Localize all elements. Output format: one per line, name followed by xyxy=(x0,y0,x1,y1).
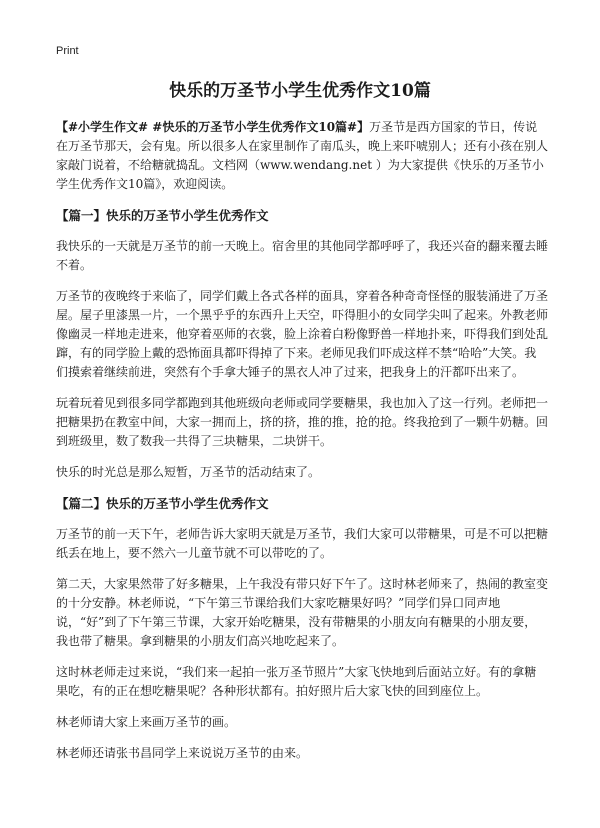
page-title: 快乐的万圣节小学生优秀作文10篇 xyxy=(169,81,431,101)
intro-text: 万圣节是西方国家的节日，传说在万圣节那天，会有鬼。所以很多人在家里制作了南瓜头，晚上来吓唬别人；还有小孩在别人家敲门说着，不给糖就捣乱。文档网（www.wendang.net ）为大家提供《快乐的万圣节小学生优秀作文10篇》，欢迎阅读。 xyxy=(56,120,549,191)
print-link[interactable]: Print xyxy=(56,45,79,57)
intro-paragraph xyxy=(56,118,548,194)
article-body xyxy=(56,118,548,775)
paragraph: 快乐的时光总是那么短暂，万圣节的活动结束了。 xyxy=(56,465,321,479)
paragraph: 第二天，大家果然带了好多糖果，上午我没有带只好下午了。这时林老师来了，热闹的教室变的十分安静。林老师说，“下午第三节课给我们大家吃糖果好吗？”同学们异口同声地说，“好”到了下午第三节课，大家开始吃糖果，没有带糖果的小朋友向有糖果的小朋友要，我也带了糖果。拿到糖果的小朋友们高兴地吃起来了。 xyxy=(56,577,549,648)
intro-tag: 【#小学生作文# #快乐的万圣节小学生优秀作文10篇#】 xyxy=(56,120,370,134)
paragraph: 万圣节的夜晚终于来临了，同学们戴上各式各样的面具，穿着各种奇奇怪怪的服装涌进了万圣屋。屋子里漆黑一片，一个黑乎乎的东西升上天空，吓得胆小的女同学尖叫了起来。外教老师像幽灵一样地走进来，他穿着巫师的衣裳，脸上涂着白粉像野兽一样地扑来，吓得我们到处乱蹿，有的同学脸上戴的恐怖面具都吓得掉了下来。老师见我们吓成这样不禁“哈哈”大笑。我们摸索着继续前进，突然有个手拿大锤子的黑衣人冲了过来，把我身上的汗都吓出来了。 xyxy=(56,289,549,379)
paragraph: 玩着玩着见到很多同学都跑到其他班级向老师或同学要糖果，我也加入了这一行列。老师把一把糖果扔在教室中间，大家一拥而上，挤的挤，推的推，抢的抢。终我抢到了一颗牛奶糖。回到班级里，数了数我一共得了三块糖果，二块饼干。 xyxy=(56,396,549,448)
paragraph: 林老师请大家上来画万圣节的画。 xyxy=(56,715,237,729)
paragraph: 林老师还请张书昌同学上来说说万圣节的由来。 xyxy=(56,746,309,760)
paragraph: 万圣节的前一天下午，老师告诉大家明天就是万圣节，我们大家可以带糖果，可是不可以把糖纸丢在地上，要不然六一儿童节就不可以带吃的了。 xyxy=(56,527,549,560)
paragraph: 我快乐的一天就是万圣节的前一天晚上。宿舍里的其他同学都呼呼了，我还兴奋的翻来覆去睡不着。 xyxy=(56,239,549,272)
paragraph: 这时林老师走过来说，“我们来一起拍一张万圣节照片”大家飞快地到后面站立好。有的拿糖果吃，有的正在想吃糖果呢？各种形状都有。拍好照片后大家飞快的回到座位上。 xyxy=(56,665,537,698)
section-heading-2: 【篇二】快乐的万圣节小学生优秀作文 xyxy=(56,496,269,511)
section-heading-1: 【篇一】快乐的万圣节小学生优秀作文 xyxy=(56,208,269,223)
